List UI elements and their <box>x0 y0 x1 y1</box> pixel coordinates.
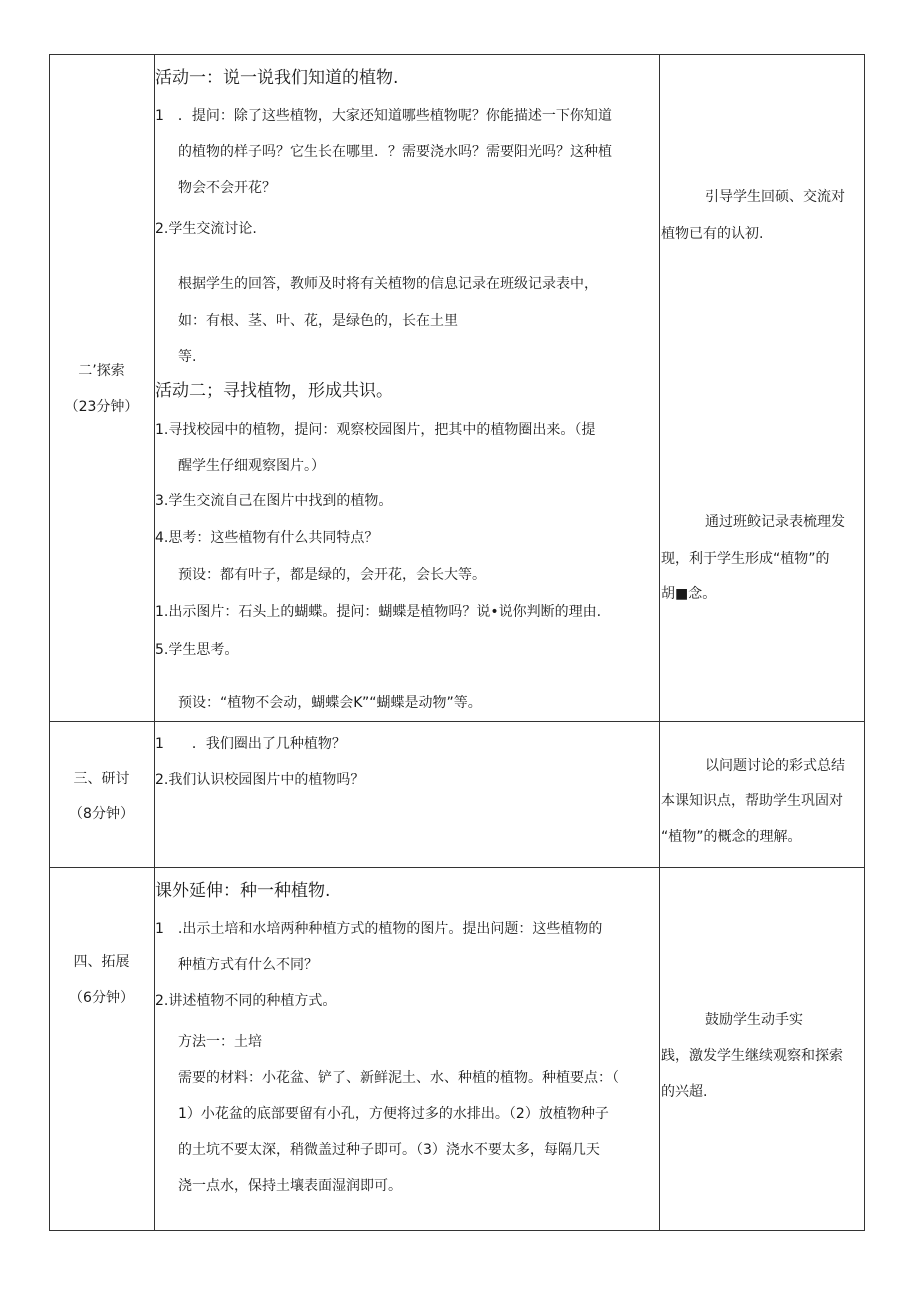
content-line: 物会不会开花？ <box>178 180 276 196</box>
content-line: 根据学生的回答，教师及时将有关植物的信息记录在班级记录表中， <box>178 276 598 292</box>
content-line: 方法一：土培 <box>178 1034 262 1050</box>
purpose-line: 鼓励学生动手实 <box>705 1012 803 1028</box>
content-line: 等. <box>178 349 197 365</box>
purpose-line: 以问题讨论的彩式总结 <box>705 758 845 774</box>
purpose-line: 引导学生回硕、交流对 <box>705 189 845 205</box>
content-line: 1 .出示土培和水培两种种植方式的植物的图片。提出问题：这些植物的 <box>155 921 603 937</box>
content-line: 需要的材料：小花盆、铲了、新鲜泥土、水、种植的植物。种植要点：（ <box>178 1070 619 1086</box>
purpose-line: 本课知识点，帮助学生巩固对 <box>661 793 843 809</box>
content-line: 1.寻找校园中的植物，提问：观察校园图片，把其中的植物圈出来。（提 <box>155 422 596 438</box>
table-border-top <box>49 54 865 55</box>
row-divider-1 <box>49 721 865 722</box>
stage-duration: （23分钟） <box>64 399 139 415</box>
stage-label: 四、拓展 <box>73 954 130 970</box>
activity-heading: 活动二；寻找植物，形成共识。 <box>155 381 393 401</box>
purpose-line: “植物”的概念的理解。 <box>661 829 802 845</box>
content-line: 1 ．我们圈出了几种植物？ <box>155 736 346 752</box>
content-line: 2.学生交流讨论. <box>155 221 257 237</box>
content-line: 如：有根、茎、叶、花，是绿色的，长在土里 <box>178 313 458 329</box>
table-border-bottom <box>49 1230 865 1231</box>
activity-heading: 活动一：说一说我们知道的植物. <box>155 68 399 88</box>
content-line: 预设：“植物不会动，蝴蝶会K”“蝴蝶是动物”等。 <box>178 695 482 711</box>
content-line: 1.出示图片：石头上的蝴蝶。提问：蝴蝶是植物吗？说•说你判断的理由. <box>155 604 602 620</box>
content-line: 浇一点水，保持土壤表面湿润即可。 <box>178 1178 402 1194</box>
table-divider-purpose <box>659 54 660 1231</box>
content-line: 种植方式有什么不同？ <box>178 957 318 973</box>
content-line: 2.我们认识校园图片中的植物吗？ <box>155 772 365 788</box>
content-line: 1 ．提问：除了这些植物，大家还知道哪些植物呢？你能描述一下你知道 <box>155 108 612 124</box>
content-line: 4.思考：这些植物有什么共同特点？ <box>155 530 379 546</box>
purpose-line: 践，激发学生继续观察和探索 <box>661 1048 843 1064</box>
stage-duration: （8分钟） <box>69 806 134 822</box>
stage-label: 二’探索 <box>78 363 125 379</box>
purpose-line: 现，利于学生形成“植物”的 <box>661 551 830 567</box>
stage-duration: （6分钟） <box>69 990 134 1006</box>
content-line: 2.讲述植物不同的种植方式。 <box>155 993 337 1009</box>
table-border-right <box>864 54 865 1231</box>
row-divider-2 <box>49 867 865 868</box>
content-line: 1）小花盆的底部要留有小孔，方便将过多的水排出。（2）放植物种子 <box>178 1106 609 1122</box>
purpose-line: 的兴超. <box>661 1084 708 1100</box>
content-line: 预设：都有叶子，都是绿的，会开花，会长大等。 <box>178 567 486 583</box>
activity-heading: 课外延伸：种一种植物. <box>155 881 331 901</box>
stage-label: 三、研讨 <box>73 771 130 787</box>
table-border-left <box>49 54 50 1231</box>
content-line: 的土坑不要太深，稍微盖过种子即可。（3）浇水不要太多，每隔几天 <box>178 1142 600 1158</box>
purpose-line: 通过班鲛记录表梳理发 <box>705 514 845 530</box>
purpose-line: 植物已有的认初. <box>661 226 764 242</box>
content-line: 的植物的样子吗？它生长在哪里．？需要浇水吗？需要阳光吗？这种植 <box>178 144 612 160</box>
content-line: 醒学生仔细观察图片。） <box>178 458 325 474</box>
purpose-line: 胡■念。 <box>661 586 717 602</box>
content-line: 5.学生思考。 <box>155 642 239 658</box>
content-line: 3.学生交流自己在图片中找到的植物。 <box>155 493 393 509</box>
